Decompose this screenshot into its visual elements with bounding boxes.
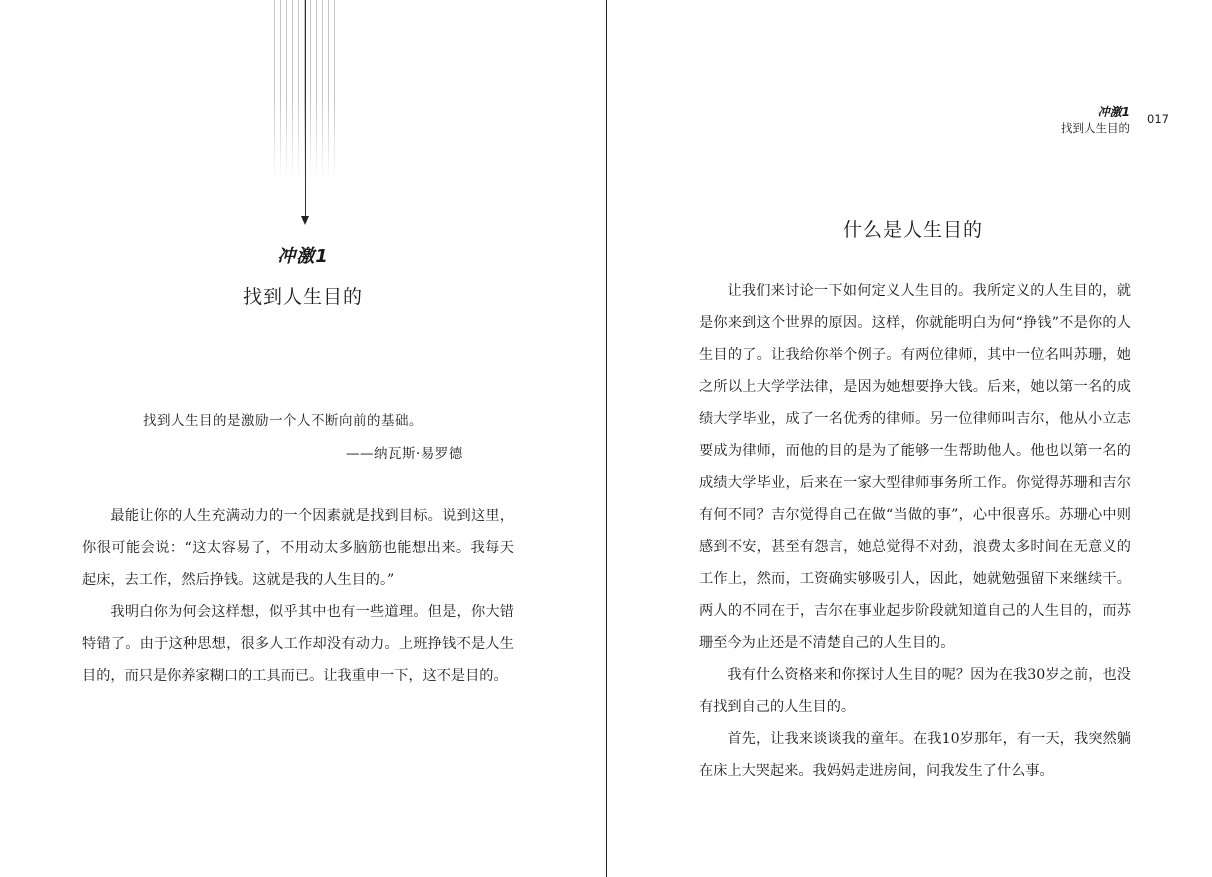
paragraph: 我有什么资格来和你探讨人生目的呢？因为在我30岁之前，也没有找到自己的人生目的。 bbox=[699, 667, 1131, 715]
section-title: 什么是人生目的 bbox=[842, 219, 983, 241]
paragraph: 最能让你的人生充满动力的一个因素就是找到目标。说到这里，你很可能会说：“这太容易了，不用动太多脑筋也能想出来。我每天起床，去工作，然后挣钱。这就是我的人生目的。” bbox=[82, 508, 514, 588]
running-head bbox=[1061, 104, 1130, 136]
epigraph-quote: 找到人生目的是激励一个人不断向前的基础。 bbox=[143, 413, 423, 429]
chapter-title: 找到人生目的 bbox=[242, 286, 363, 308]
decorative-lines bbox=[274, 0, 338, 180]
paragraph: 我明白你为何会这样想，似乎其中也有一些道理。但是，你大错特错了。由于这种思想，很多人工作却没有动力。上班挣钱不是人生目的，而只是你养家糊口的工具而已。让我重申一下，这不是目的。 bbox=[82, 604, 514, 684]
paragraph: 让我们来讨论一下如何定义人生目的。我所定义的人生目的，就是你来到这个世界的原因。这样，你就能明白为何“挣钱”不是你的人生目的了。让我给你举个例子。有两位律师，其中一位名叫苏珊，她之所以上大学学法律，是因为她想要挣大钱。后来，她以第一名的成绩大学毕业，成了一名优秀的律师。另一位律师叫吉尔，他从小立志要成为律师，而他的目的是为了能够一生帮助他人。他也以第一名的成绩大学毕业，后来在一家大型律师事务所工作。你觉得苏珊和吉尔有何不同？吉尔觉得自己在做“当做的事”，心中很喜乐。苏珊心中则感到不安，甚至有怨言，她总觉得不对劲，浪费太多时间在无意义的工作上，然而，工资确实够吸引人，因此，她就勉强留下来继续干。两人的不同在于，吉尔在事业起步阶段就知道自己的人生目的，而苏珊至今为止还是不清楚自己的人生目的。 bbox=[699, 283, 1131, 651]
paragraph: 首先，让我来谈谈我的童年。在我10岁那年，有一天，我突然躺在床上大哭起来。我妈妈走进房间，问我发生了什么事。 bbox=[699, 731, 1131, 779]
right-page bbox=[607, 0, 1212, 877]
right-body-text bbox=[699, 275, 1131, 787]
running-head-title: 找到人生目的 bbox=[1061, 121, 1130, 135]
chapter-label: 冲激1 bbox=[277, 246, 329, 267]
arrow-down-icon bbox=[301, 216, 309, 225]
left-body-text bbox=[82, 500, 514, 692]
page-number: 017 bbox=[1147, 112, 1169, 126]
epigraph-author: ——纳瓦斯·易罗德 bbox=[346, 446, 463, 462]
running-head-chapter: 冲激1 bbox=[1097, 105, 1130, 119]
arrow-line bbox=[305, 0, 306, 218]
